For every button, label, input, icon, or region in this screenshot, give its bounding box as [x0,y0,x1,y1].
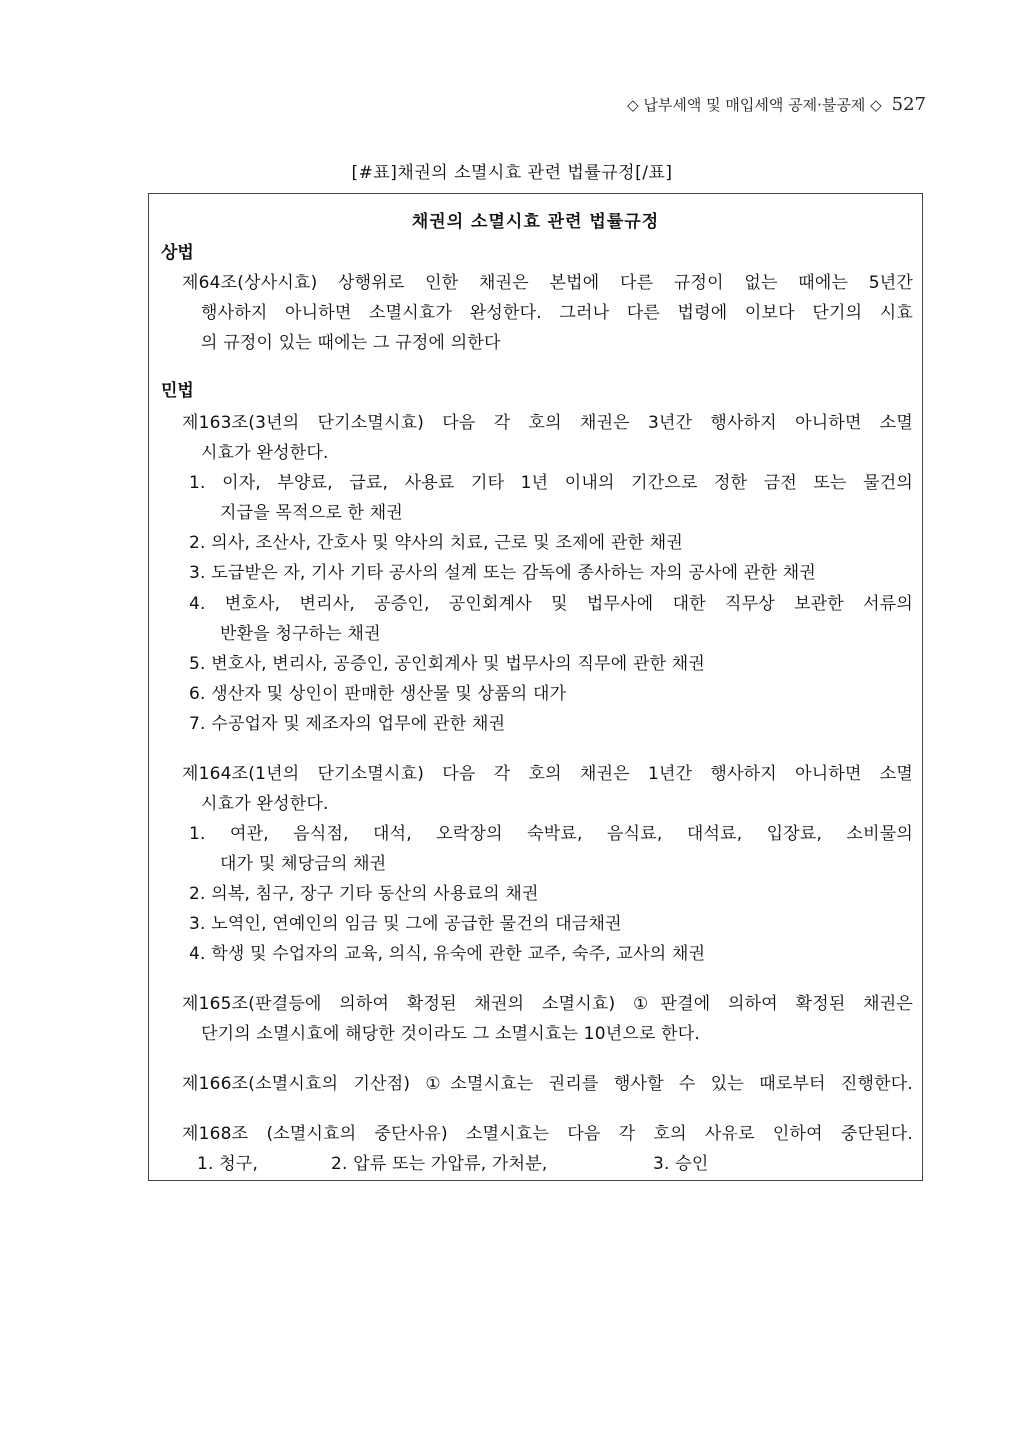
art164-item-3: 3. 노역인, 연예인의 임금 및 그에 공급한 물건의 대금채권 [189,914,622,934]
art164-item-1: 1. 여관, 음식점, 대석, 오락장의 숙박료, 음식료, 대석료, 입장료, 소비물의 [189,824,913,843]
art168-item-2: 2. 압류 또는 가압류, 가처분, [331,1154,548,1174]
art163-item-3: 3. 도급받은 자, 기사 기타 공사의 설계 또는 감독에 종사하는 자의 공사에 관한 채권 [189,563,816,583]
art163-item-7: 7. 수공업자 및 제조자의 업무에 관한 채권 [189,714,506,734]
art164-line-1: 제164조(1년의 단기소멸시효) 다음 각 호의 채권은 1년간 행사하지 아니하면 소멸 [182,764,913,783]
art163-item-4-cont: 반환을 청구하는 채권 [220,624,381,644]
art164-line-2: 시효가 완성한다. [201,794,329,814]
art168-line: 제168조 (소멸시효의 중단사유) 소멸시효는 다음 각 호의 사유로 인하여 중단된다. [182,1124,913,1143]
art163-item-4: 4. 변호사, 변리사, 공증인, 공인회계사 및 법무사에 대한 직무상 보관한 서류의 [189,594,913,613]
art163-item-2: 2. 의사, 조산사, 간호사 및 약사의 치료, 근로 및 조제에 관한 채권 [189,533,684,553]
art64-line-2: 행사하지 아니하면 소멸시효가 완성한다. 그러나 다른 법령에 이보다 단기의 시효 [201,303,913,322]
art165-line-1: 제165조(판결등에 의하여 확정된 채권의 소멸시효) ①판결에 의하여 확정된 채권은 [182,994,913,1013]
art168-item-3: 3. 승인 [653,1154,709,1174]
art166-line: 제166조(소멸시효의 기산점) ①소멸시효는 권리를 행사할 수 있는 때로부터 진행한다. [182,1074,913,1093]
art163-line-1: 제163조(3년의 단기소멸시효) 다음 각 호의 채권은 3년간 행사하지 아니하면 소멸 [182,413,913,432]
art163-item-1: 1. 이자, 부양료, 급료, 사용료 기타 1년 이내의 기간으로 정한 금전 또는 물건의 [189,473,913,492]
table-caption: [#표]채권의 소멸시효 관련 법률규정[/표] [351,163,673,183]
art165-line-2: 단기의 소멸시효에 해당한 것이라도 그 소멸시효는 10년으로 한다. [201,1024,701,1044]
art164-item-2: 2. 의복, 침구, 장구 기타 동산의 사용료의 채권 [189,884,539,904]
law-box [148,193,923,1181]
running-title: ◇ 납부세액 및 매입세액 공제·불공제 ◇ [627,96,882,114]
running-header [627,94,926,115]
art164-item-4: 4. 학생 및 수업자의 교육, 의식, 유숙에 관한 교주, 숙주, 교사의 채권 [189,944,706,964]
box-title: 채권의 소멸시효 관련 법률규정 [411,212,660,232]
section-heading-commercial: 상법 [161,243,194,263]
section-heading-civil: 민법 [161,381,194,401]
art163-line-2: 시효가 완성한다. [201,443,329,463]
art163-item-1-cont: 지급을 목적으로 한 채권 [220,503,404,523]
page-number: 527 [891,94,926,115]
art163-item-6: 6. 생산자 및 상인이 판매한 생산물 및 상품의 대가 [189,684,567,704]
art64-line-3: 의 규정이 있는 때에는 그 규정에 의한다 [201,333,501,353]
art64-line-1: 제64조(상사시효) 상행위로 인한 채권은 본법에 다른 규정이 없는 때에는 5년간 [182,273,913,292]
art168-item-1: 1. 청구, [197,1154,259,1174]
art163-item-5: 5. 변호사, 변리사, 공증인, 공인회계사 및 법무사의 직무에 관한 채권 [189,654,706,674]
art164-item-1-cont: 대가 및 체당금의 채권 [220,854,387,874]
